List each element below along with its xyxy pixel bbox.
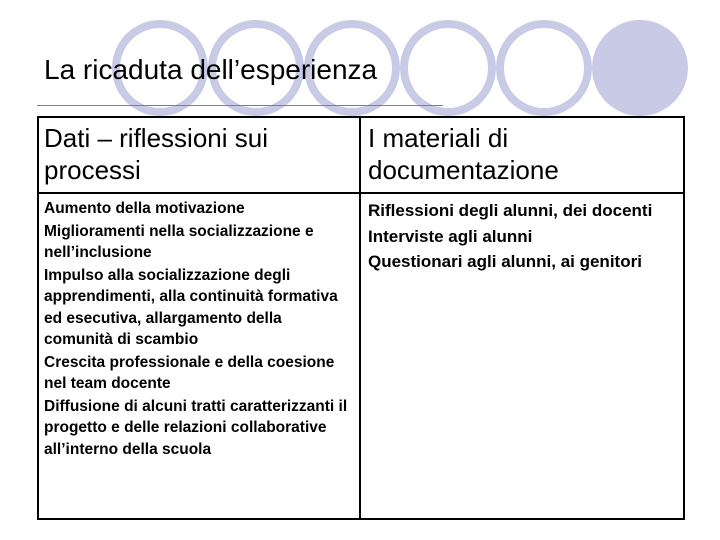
list-item: Crescita professionale e della coesione nel team docente — [44, 353, 335, 392]
header-divider — [39, 192, 683, 194]
right-column-list — [368, 198, 678, 275]
content-table — [37, 116, 685, 520]
circle-icon — [504, 28, 584, 108]
slide-title: La ricaduta dell’esperienza — [44, 54, 378, 85]
left-column-list — [44, 198, 354, 461]
column-header-right: I materiali di documentazione — [368, 123, 559, 185]
list-item: Miglioramenti nella socializzazione e nell’inclusione — [44, 222, 314, 261]
list-item: Impulso alla socializzazione degli apprendimenti, alla continuità formativa ed esecutiva, allargamento della comunità di scambio — [44, 266, 338, 348]
column-divider — [359, 118, 361, 518]
list-item: Riflessioni degli alunni, dei docenti — [368, 201, 653, 220]
circle-icon — [408, 28, 488, 108]
circle-icon — [592, 20, 688, 116]
column-header-left: Dati – riflessioni sui processi — [44, 123, 268, 185]
list-item: Questionari agli alunni, ai genitori — [368, 252, 642, 271]
title-divider — [37, 105, 443, 106]
list-item: Diffusione di alcuni tratti caratterizzanti il progetto e delle relazioni collaborative all’interno della scuola — [44, 397, 348, 458]
list-item: Aumento della motivazione — [44, 200, 245, 217]
list-item: Interviste agli alunni — [368, 226, 533, 246]
